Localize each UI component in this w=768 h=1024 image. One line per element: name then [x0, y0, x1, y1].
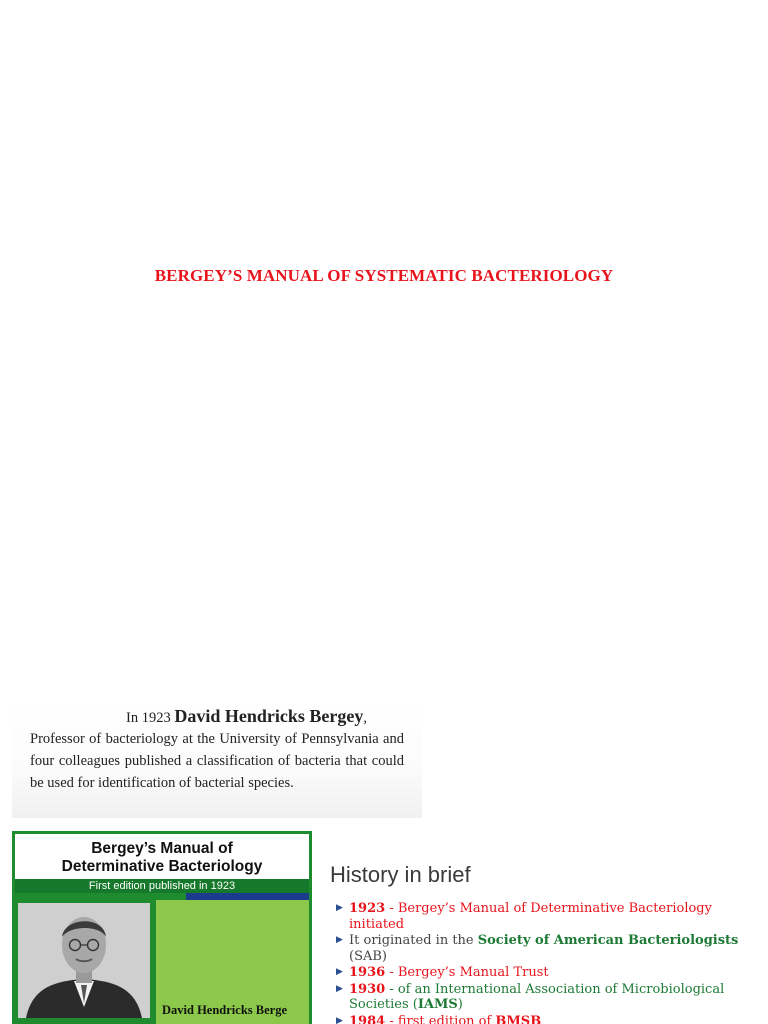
- document-title: BERGEY’S MANUAL OF SYSTEMATIC BACTERIOLOGY: [154, 266, 614, 285]
- history-list: [336, 901, 766, 1024]
- triangle-bullet-icon: ▶: [336, 903, 343, 913]
- list-item: [336, 965, 766, 981]
- list-item: [336, 933, 766, 964]
- intro-comma: ,: [363, 710, 367, 726]
- list-item: [336, 901, 766, 932]
- portrait-icon: [18, 903, 150, 1018]
- list-item: [336, 1014, 766, 1024]
- history-year: 1984: [349, 1013, 386, 1024]
- triangle-bullet-icon: ▶: [336, 1015, 343, 1024]
- history-text: - Bergey’s Manual Trust: [385, 965, 549, 980]
- intro-paragraph-image: [12, 700, 422, 818]
- cover-blue-stripe: [186, 893, 309, 900]
- history-highlight: Society of American Bacteriologists: [477, 933, 739, 948]
- list-item: [336, 982, 766, 1013]
- history-highlight: IAMS: [417, 997, 458, 1012]
- history-year: 1936: [349, 965, 386, 980]
- cover-title-line-2: Determinative Bacteriology: [61, 858, 263, 875]
- cover-title-line-1: Bergey’s Manual of: [91, 840, 233, 857]
- portrait-photo: [18, 903, 150, 1018]
- history-heading: History in brief: [330, 862, 471, 887]
- intro-body: Professor of bacteriology at the University of Pennsylvania and four colleagues published a classification of bacteria that could be used for identification of bacterial species.: [30, 731, 404, 791]
- intro-name: David Hendricks Bergey: [174, 706, 364, 726]
- history-year: 1923: [349, 901, 386, 916]
- manual-cover-image: [12, 831, 312, 1024]
- cover-caption: David Hendricks Berge: [162, 1003, 287, 1017]
- intro-first-line: [30, 706, 404, 728]
- history-year: 1930: [349, 981, 386, 997]
- triangle-bullet-icon: ▶: [336, 983, 343, 994]
- cover-subtitle: First edition published in 1923: [15, 879, 309, 893]
- intro-prefix: In 1923: [126, 710, 171, 726]
- history-text-tail: (SAB): [349, 948, 387, 964]
- history-panel-image: [318, 858, 768, 1024]
- history-text: It originated in the: [349, 933, 478, 948]
- history-highlight: BMSB: [495, 1013, 542, 1024]
- history-text-tail: ): [457, 997, 463, 1012]
- history-text: - first edition of: [385, 1013, 496, 1024]
- triangle-bullet-icon: ▶: [336, 967, 343, 977]
- triangle-bullet-icon: ▶: [336, 935, 343, 945]
- history-text: - of an International Association of Microbiological Societies (: [349, 981, 725, 1012]
- history-text: - Bergey’s Manual of Determinative Bacteriology initiated: [349, 901, 712, 932]
